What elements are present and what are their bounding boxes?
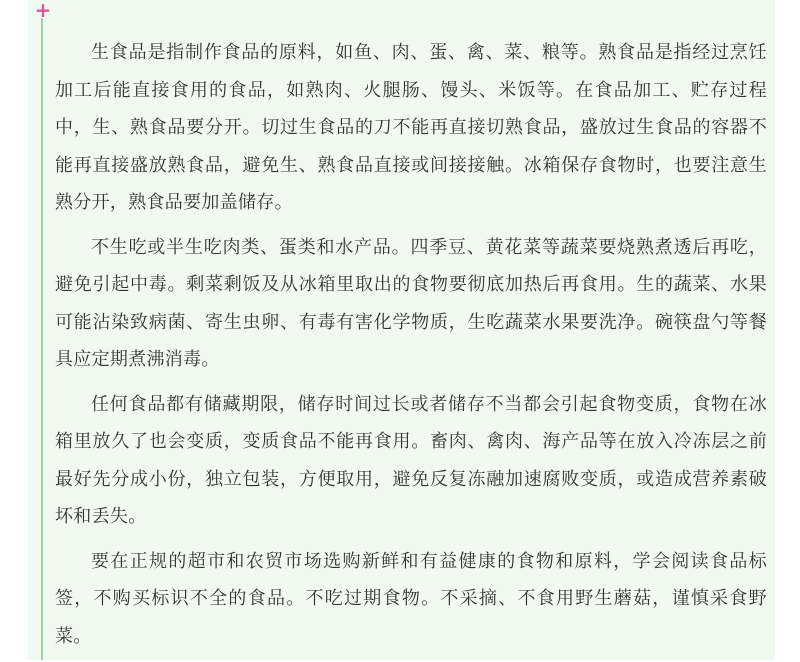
paragraph-cook-thoroughly: 不生吃或半生吃肉类、蛋类和水产品。四季豆、黄花菜等蔬菜要烧熟煮透后再吃，避免引起中毒。剩菜剩饭及从冰箱里取出的食物要彻底加热后再食用。生的蔬菜、水果可能沾染致病菌、寄生虫卵、有毒有害化学物质，生吃蔬菜水果要洗净。碗筷盘勺等餐具应定期煮沸消毒。: [55, 236, 767, 370]
paragraph-raw-cooked-separation: 生食品是指制作食品的原料，如鱼、肉、蛋、禽、菜、粮等。熟食品是指经过烹饪加工后能直接食用的食品，如熟肉、火腿肠、馒头、米饭等。在食品加工、贮存过程中，生、熟食品要分开。切过生食品的刀不能再直接切熟食品，盛放过生食品的容器不能再直接盛放熟食品，避免生、熟食品直接或间接接触。冰箱保存食物时，也要注意生熟分开，熟食品要加盖储存。: [55, 42, 767, 213]
paragraph-storage-period: 任何食品都有储藏期限，储存时间过长或者储存不当都会引起食物变质，食物在冰箱里放久了也会变质，变质食品不能再食用。畜肉、禽肉、海产品等在放入冷冻层之前最好先分成小份，独立包装，方便取用，避免反复冻融加速腐败变质，或造成营养素破坏和丢失。: [55, 393, 767, 527]
left-border-line: [41, 18, 43, 660]
plus-icon: +: [34, 0, 52, 22]
article-body: [55, 34, 767, 662]
paragraph-buy-safe-food: 要在正规的超市和农贸市场选购新鲜和有益健康的食物和原料，学会阅读食品标签，不购买标识不全的食品。不吃过期食物。不采摘、不食用野生蘑菇，谨慎采食野菜。: [55, 550, 767, 647]
